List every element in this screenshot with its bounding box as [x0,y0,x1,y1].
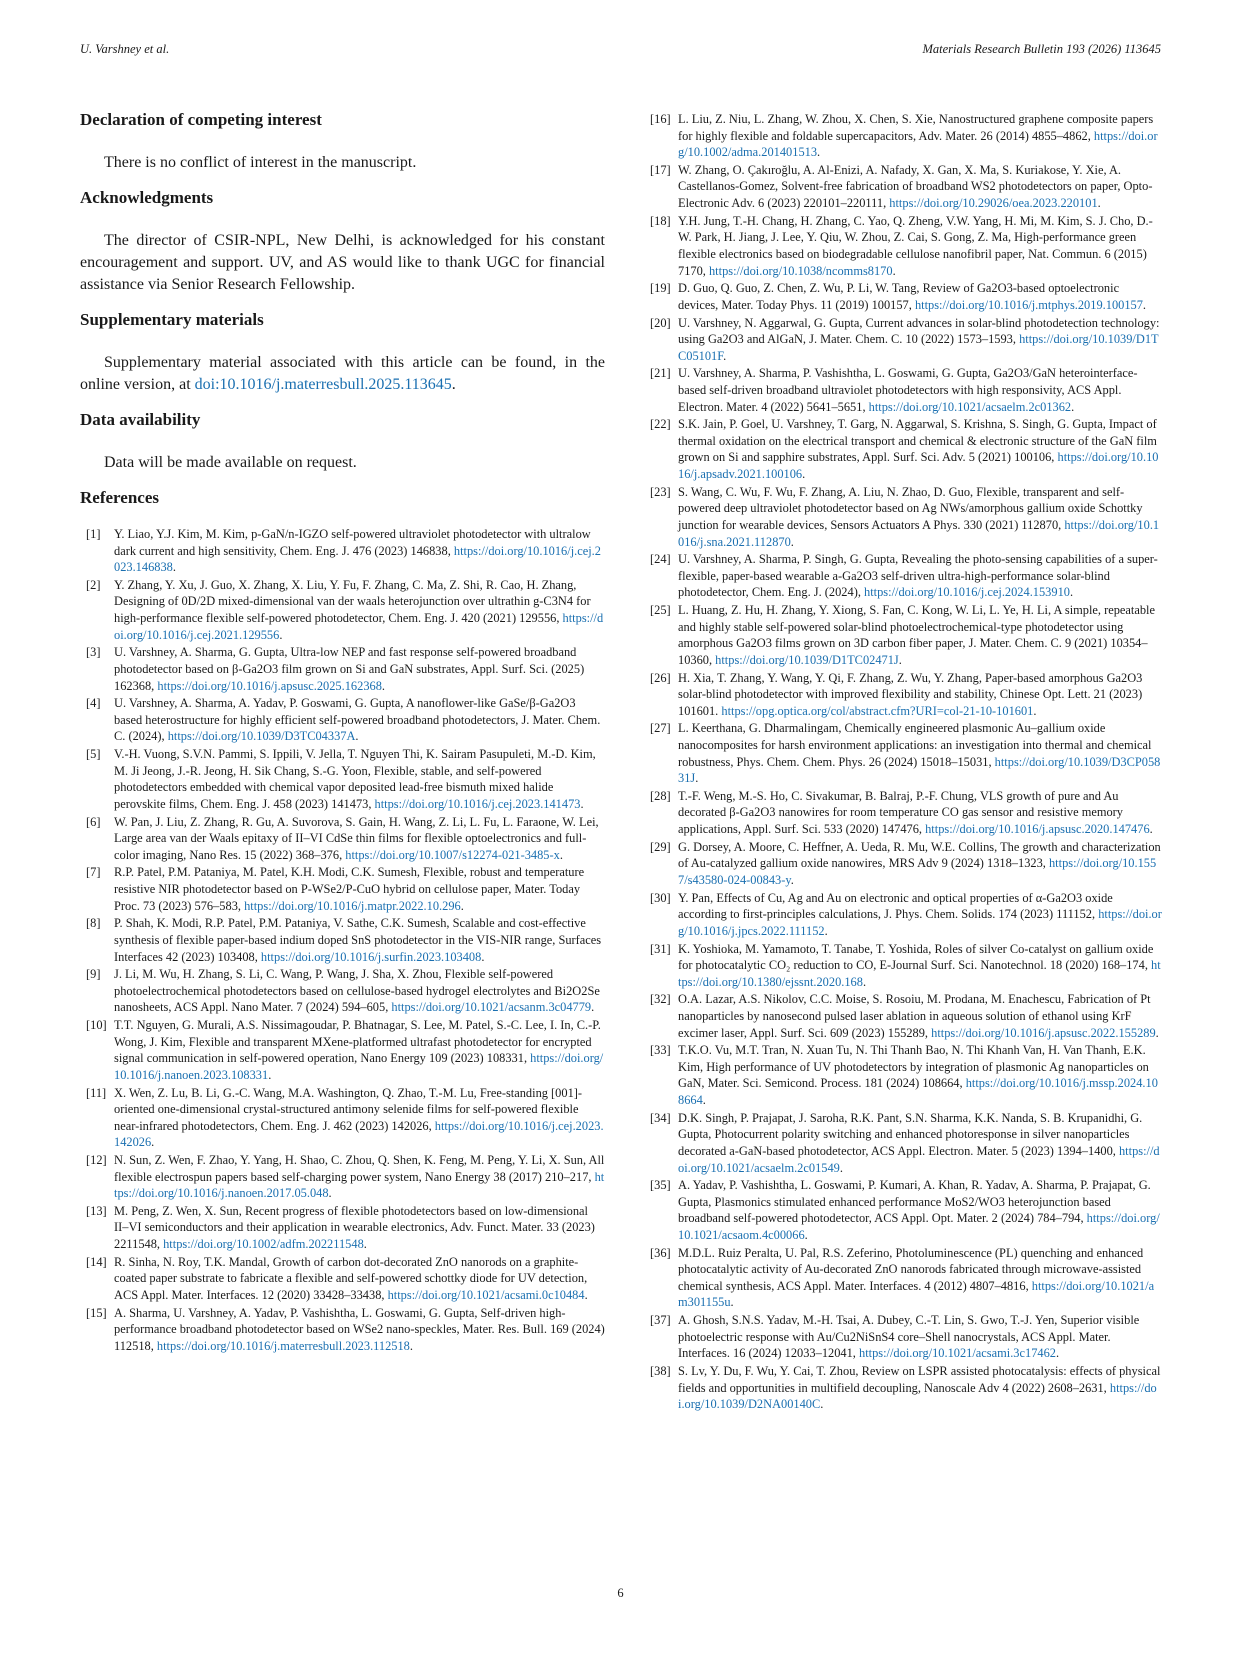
acknowledgments-section [80,188,605,296]
reference-tail: . [702,1093,706,1108]
reference-tail: . [723,348,727,363]
reference-doi-link[interactable]: https://doi.org/10.1380/ejssnt.2020.168 [678,958,1161,989]
reference-doi-link[interactable]: https://doi.org/10.1016/j.nanoen.2023.108331 [114,1051,604,1082]
reference-number: [19] [650,281,671,296]
competing-interest-section [80,110,605,174]
reference-number: [4] [86,696,101,711]
reference-doi-link[interactable]: https://doi.org/10.1016/j.nanoen.2017.05.048 [114,1169,605,1201]
acknowledgments-text: The director of CSIR-NPL, New Delhi, is acknowledged for his constant encouragement and support. UV, and AS would like to thank UGC for financial assistance via Senior Research Fellowship. [80,232,605,293]
reference-text: G. Dorsey, A. Moore, C. Heffner, A. Ueda, R. Mu, W.E. Collins, The growth and characterization of Au-catalyzed gallium oxide nanowires, MRS Adv 9 (2024) 1318–1323, [678,839,1161,871]
reference-tail: . [355,729,359,744]
reference-item [80,1017,605,1083]
reference-number: [15] [86,1305,107,1320]
reference-text: S. Lv, Y. Du, F. Wu, Y. Cai, T. Zhou, Review on LSPR assisted photocatalysis: effects of physical fields and opportunities in multifield decoupling, Nanoscale Adv 4 (2022) 2608–2631, [678,1364,1161,1395]
reference-text: U. Varshney, N. Aggarwal, G. Gupta, Current advances in solar-blind photodetection technology: using Ga2O3 and AlGaN, J. Mater. Chem. C. 10 (2022) 1573–1593, [678,315,1160,347]
reference-text: O.A. Lazar, A.S. Nikolov, C.C. Moise, S. Rosoiu, M. Prodana, M. Enachescu, Fabrication of Pt nanoparticles by nanosecond pulsed laser ablation in aqueous solution of ethanol using KrF excimer laser, Appl. Surf. Sci. 609 (2023) 155289, [678,992,1151,1040]
reference-doi-link[interactable]: https://doi.org/10.1557/s43580-024-00843-y [678,856,1157,887]
reference-doi-link[interactable]: https://doi.org/10.1038/ncomms8170 [708,263,893,278]
reference-tail: . [172,560,176,575]
reference-number: [2] [86,577,101,592]
supplementary-text [80,352,605,396]
reference-text: X. Wen, Z. Lu, B. Li, G.-C. Wang, M.A. Washington, Q. Zhao, T.-M. Lu, Free-standing [001]-oriented one-dimensional crystal-structured antimony selenide films for self-powered flexible near-infrared photodetectors, Chem. Eng. J. 462 (2023) 142026, [114,1085,583,1133]
reference-tail: . [790,534,794,549]
supplementary-text-body: Supplementary material associated with this article can be found, in the online version, at [80,354,605,393]
reference-doi-link[interactable]: https://doi.org/10.1016/j.mssp.2024.108664 [678,1076,1158,1108]
data-availability-section [80,410,605,474]
reference-number: [36] [650,1245,671,1260]
reference-text: Y. Liao, Y.J. Kim, M. Kim, p-GaN/n-IGZO self-powered ultraviolet photodetector with ultralow dark current and high sensitivity, Chem. Eng. J. 476 (2023) 146838, [114,527,591,558]
reference-number: [14] [86,1254,107,1269]
reference-number: [28] [650,788,671,803]
reference-doi-link[interactable]: https://doi.org/10.1039/D1TC02471J [715,652,899,667]
reference-number: [27] [650,721,671,736]
reference-tail: . [892,263,896,278]
reference-doi-link[interactable]: https://doi.org/10.1021/acsaelm.2c01549 [678,1143,1160,1175]
reference-number: [6] [86,814,101,829]
reference-item [80,644,605,694]
data-availability-text: Data will be made available on request. [104,454,357,471]
reference-text: K. Yoshioka, M. Yamamoto, T. Tanabe, T. Yoshida, Roles of silver Co-catalyst on gallium oxide for photocatalytic CO₂ reduction to CO, E-Journal Surf. Sci. Nanotechnol. 18 (2020) 168–174, [678,941,1154,973]
reference-text: A. Yadav, P. Vashishtha, L. Goswami, P. Kumari, A. Khan, R. Yadav, A. Sharma, P. Prajapat, G. Gupta, Plasmonics stimulated enhanced performance MoS2/WO3 heterojunction based broadband self-powered photodetector, ACS Appl. Opt. Mater. 2 (2024) 784–794, [678,1178,1151,1226]
reference-tail: . [279,627,283,642]
reference-tail: . [802,467,806,482]
reference-text: V.-H. Vuong, S.V.N. Pammi, S. Ippili, V. Jella, T. Nguyen Thi, K. Sairam Pasupuleti, M.-D. Kim, M. Ji Jeong, J.-R. Jeong, H. Sik Chang, S.-G. Yoon, Flexible, stable, and self-powered photodetectors embedded with chemical vapor deposited lead-free bismuth mixed halide perovskite films, Chem. Eng. J. 458 (2023) 141473, [114,747,596,811]
reference-text: L. Huang, Z. Hu, H. Zhang, Y. Xiong, S. Fan, C. Kong, W. Li, L. Ye, H. Li, A simple, repeatable and highly stable self-powered solar-blind photoelectrochemical-type photodetector using amorphous Ga2O3 films grown on 3D carbon fiber paper, J. Mater. Chem. C. 9 (2021) 10354–10360, [678,603,1156,667]
reference-item [80,1254,605,1304]
reference-text: U. Varshney, A. Sharma, A. Yadav, P. Goswami, G. Gupta, A nanoflower-like GaSe/β-Ga2O3 based heterostructure for highly efficient self-powered broadband photodetectors, J. Mater. Chem. C. (2024), [114,696,601,744]
reference-tail: . [862,974,867,989]
reference-number: [25] [650,603,671,618]
reference-tail: . [1055,1346,1060,1361]
reference-number: [7] [86,865,101,880]
reference-tail: . [1155,1025,1159,1040]
reference-tail: . [580,796,584,811]
reference-text: W. Zhang, O. Çakıroğlu, A. Al-Enizi, A. Nafady, X. Gan, X. Ma, S. Kuriakose, Y. Xie, A. Castellanos-Gomez, Solvent-free fabrication of broadband WS2 photodetectors on paper, Opto-Electronic Adv. 6 (2023) 220101–220111, [678,162,1153,211]
reference-tail: . [328,1186,332,1201]
reference-number: [32] [650,992,671,1007]
reference-doi-link[interactable]: https://doi.org/10.1016/j.cej.2023.141473 [374,796,581,811]
reference-number: [3] [86,645,101,660]
reference-tail: . [1142,297,1147,312]
running-header-journal: Materials Research Bulletin 193 (2026) 113645 [922,42,1161,56]
reference-text: P. Shah, K. Modi, R.P. Patel, P.M. Pataniya, V. Sathe, C.K. Sumesh, Scalable and cost-effective synthesis of flexible paper-based indium doped SnS photodetector in the VIS-NIR range, Surfaces Interfaces 42 (2023) 103408, [114,916,602,964]
reference-list-right [644,111,1162,1413]
reference-tail: . [481,949,485,964]
reference-item [644,890,1162,940]
reference-number: [23] [650,484,671,499]
reference-tail: . [790,872,794,887]
reference-doi-link[interactable]: https://doi.org/10.1016/j.apsusc.2025.162368 [157,678,382,693]
reference-number: [38] [650,1364,671,1378]
reference-number: [34] [650,1110,671,1125]
reference-text: M. Peng, Z. Wen, X. Sun, Recent progress of flexible photodetectors based on low-dimensional II–VI semiconductors and their application in wearable electronics, Adv. Funct. Mater. 33 (2023) 2211548, [114,1203,595,1252]
reference-doi-link[interactable]: https://doi.org/10.1021/acsaelm.2c01362 [868,399,1072,414]
reference-number: [22] [650,417,671,432]
reference-doi-link[interactable]: https://doi.org/10.1016/j.apsusc.2020.147476 [925,822,1150,837]
reference-doi-link[interactable]: https://doi.org/10.1016/j.sna.2021.112870 [678,517,1160,549]
reference-item [644,365,1162,415]
reference-item [644,1110,1162,1176]
reference-item [644,1245,1162,1311]
reference-doi-link[interactable]: https://doi.org/10.1016/j.cej.2023.142026 [114,1118,604,1150]
reference-text: Y.H. Jung, T.-H. Chang, H. Zhang, C. Yao, Q. Zheng, V.W. Yang, H. Mi, M. Kim, S. J. Cho, D.-W. Park, H. Jiang, J. Lee, Y. Qiu, W. Zhou, Z. Cai, S. Gong, Z. Ma, High-performance green flexible electronics based on biodegradable cellulose nanofibril paper, Nat. Commun. 6 (2015) 7170, [678,213,1153,278]
reference-doi-link[interactable]: https://doi.org/10.1021/acsami.0c10484 [387,1287,585,1302]
reference-number: [18] [650,213,671,228]
reference-item [644,213,1162,279]
reference-tail: . [1097,196,1101,211]
reference-item [644,991,1162,1041]
reference-item [644,315,1162,365]
reference-doi-link[interactable]: https://doi.org/10.29026/oea.2023.220101 [889,196,1098,211]
reference-item [80,966,605,1016]
reference-text: Y. Zhang, Y. Xu, J. Guo, X. Zhang, X. Liu, Y. Fu, F. Zhang, C. Ma, Z. Shi, R. Cao, H. Zhang, Designing of 0D/2D mixed-dimensional van der waals heterojunction over ultrathin g-C3N4 for high-performance flexible self-powered photodetector, Chem. Eng. J. 420 (2021) 129556, [114,577,591,626]
reference-text: W. Pan, J. Liu, Z. Zhang, R. Gu, A. Suvorova, S. Gain, H. Wang, Z. Li, L. Fu, L. Faraone, W. Lei, Large area van der Waals epitaxy of II–VI CdSe thin films for flexible optoelectronics and full-color imaging, Nano Res. 15 (2022) 368–376, [114,814,599,862]
reference-number: [16] [650,112,671,126]
reference-item [80,1085,605,1151]
reference-tail: . [1033,703,1037,718]
reference-item [644,416,1162,482]
reference-tail: . [591,1000,595,1015]
reference-tail: . [824,923,828,938]
reference-item [80,915,605,965]
reference-tail: . [460,898,464,913]
reference-doi-link[interactable]: https://doi.org/10.1016/j.cej.2024.153910 [864,585,1070,600]
reference-number: [17] [650,162,671,177]
references-heading: References [80,488,159,507]
reference-tail: . [381,678,386,693]
reference-number: [11] [86,1085,107,1100]
left-column [80,110,605,1356]
reference-item [80,1305,605,1355]
reference-tail: . [1149,822,1153,837]
reference-item [644,788,1162,838]
reference-doi-link[interactable]: https://doi.org/10.1016/j.materresbull.2023.112518 [156,1338,410,1353]
reference-tail: . [584,1287,588,1302]
reference-tail: . [151,1135,155,1150]
reference-number: [26] [650,670,671,685]
reference-doi-link[interactable]: https://doi.org/10.1016/j.cej.2023.146838 [114,543,601,575]
reference-doi-link[interactable]: https://doi.org/10.1021/am301155u [678,1278,1155,1310]
reference-list-left [80,526,605,1354]
reference-tail: . [1069,585,1074,600]
reference-number: [20] [650,315,671,330]
reference-doi-link[interactable]: https://doi.org/10.1039/D3CP05831J [678,754,1161,786]
reference-text: H. Xia, T. Zhang, Y. Wang, Y. Qi, F. Zhang, Z. Wu, Y. Zhang, Paper-based amorphous Ga2O3 solar-blind photodetector with improved flexibility and stability, Chinese Opt. Lett. 21 (2023) 101601. [678,670,1143,718]
reference-item [644,484,1162,550]
reference-tail: . [820,1397,824,1412]
reference-item [644,280,1162,313]
reference-text: A. Sharma, U. Varshney, A. Yadav, P. Vashishtha, L. Goswami, G. Gupta, Self-driven high-performance broadband photodetector based on WSe2 nano-speckles, Mater. Res. Bull. 169 (2024) 112518, [114,1305,605,1353]
reference-text: R.P. Patel, P.M. Pataniya, M. Patel, K.H. Modi, C.K. Sumesh, Flexible, robust and temperature resistive NIR photodetector based on P-WSe2/P-CuO hybrid on cellulose paper, Mater. Today Proc. 73 (2023) 576–583, [114,865,585,913]
reference-number: [33] [650,1043,671,1058]
reference-doi-link[interactable]: https://doi.org/10.1016/j.matpr.2022.10.296 [244,898,461,913]
reference-item [644,1042,1162,1108]
reference-number: [1] [86,527,101,541]
reference-item [80,864,605,914]
reference-text: L. Liu, Z. Niu, L. Zhang, W. Zhou, X. Chen, S. Xie, Nanostructured graphene composite papers for highly flexible and foldable supercapacitors, Adv. Mater. 26 (2014) 4855–4862, [678,112,1154,143]
data-availability-heading: Data availability [80,410,201,429]
reference-number: [5] [86,747,101,762]
reference-doi-link[interactable]: https://doi.org/10.1021/acsaom.4c00066 [678,1211,1160,1242]
reference-item [80,1203,605,1253]
reference-text: S.K. Jain, P. Goel, U. Varshney, T. Garg, N. Aggarwal, S. Krishna, S. Singh, G. Gupta, Impact of thermal oxidation on the electrical transport and chemical & electronic structure of the GaN film grown on Si and sapphire substrates, Appl. Surf. Sci. Adv. 5 (2021) 100106, [678,417,1157,465]
reference-doi-link[interactable]: https://doi.org/10.1039/D2NA00140C [678,1380,1157,1412]
reference-doi-link[interactable]: https://doi.org/10.1016/j.apsusc.2022.155289 [931,1025,1156,1040]
supplementary-text-end: . [451,376,456,393]
reference-text: S. Wang, C. Wu, F. Wu, F. Zhang, A. Liu, N. Zhao, D. Guo, Flexible, transparent and self-powered deep ultraviolet photodetector based on Ag NWs/amorphous gallium oxide Schottky junction for wearable devices, Sensors Actuators A Phys. 330 (2021) 112870, [678,484,1143,532]
reference-text: N. Sun, Z. Wen, F. Zhao, Y. Yang, H. Shao, C. Zhou, Q. Shen, K. Feng, M. Peng, Y. Li, X. Sun, All flexible electrospun papers based self-charging power system, Nano Energy 38 (2017) 210–217, [114,1153,605,1184]
reference-number: [12] [86,1153,107,1167]
reference-text: T.K.O. Vu, M.T. Tran, N. Xuan Tu, N. Thi Thanh Bao, N. Thi Khanh Van, H. Van Thanh, E.K. Kim, High performance of UV photodetectors by integration of plasmonic Ag nanoparticles on GaN, Mater. Sci. Semicond. Process. 181 (2024) 108664, [678,1043,1149,1091]
reference-item [644,1177,1162,1243]
reference-doi-link[interactable]: https://doi.org/10.1021/acsanm.3c04779 [391,1000,592,1015]
reference-text: Y. Pan, Effects of Cu, Ag and Au on electronic and optical properties of α-Ga2O3 oxide according to first-principles calculations, J. Phys. Chem. Solids. 174 (2023) 111152, [678,890,1113,922]
reference-text: T.T. Nguyen, G. Murali, A.S. Nissimagoudar, P. Bhatnagar, S. Lee, M. Patel, S.-C. Lee, I. In, C.-P. Wong, J. Kim, Flexible and transparent MXene-platformed ultrafast photodetector for encrypted signal communication in self-powered operation, Nano Energy 109 (2023) 108331, [114,1018,601,1066]
reference-doi-link[interactable]: https://doi.org/10.1002/adma.201401513 [678,128,1158,160]
reference-item [644,602,1162,668]
competing-interest-heading: Declaration of competing interest [80,110,322,129]
supplementary-section [80,310,605,396]
reference-tail: . [804,1227,808,1242]
reference-item [644,1363,1162,1413]
reference-item [80,1152,605,1202]
reference-doi-link[interactable]: https://doi.org/10.1016/j.surfin.2023.103408 [260,949,482,964]
supplementary-doi-link[interactable]: doi:10.1016/j.materresbull.2025.113645 [194,376,452,393]
running-header [80,42,1161,62]
reference-doi-link[interactable]: https://doi.org/10.1002/adfm.202211548 [163,1237,364,1252]
reference-text: L. Keerthana, G. Dharmalingam, Chemically engineered plasmonic Au–gallium oxide nanocomposites for harsh environment applications: an investigation into thermal and chemical robustness, Phys. Chem. Chem. Phys. 26 (2024) 15018–15031, [678,721,1152,769]
reference-doi-link[interactable]: https://doi.org/10.1016/j.jpcs.2022.111152 [678,907,1162,938]
reference-item [644,670,1162,720]
running-header-authors: U. Varshney et al. [80,42,170,56]
reference-tail: . [363,1237,367,1252]
reference-tail: . [898,652,902,667]
reference-doi-link[interactable]: https://doi.org/10.1039/D3TC04337A [167,729,356,744]
reference-item [644,162,1162,212]
reference-tail: . [695,771,699,786]
reference-doi-link[interactable]: https://doi.org/10.1007/s12274-021-3485-x [345,847,560,862]
reference-text: J. Li, M. Wu, H. Zhang, S. Li, C. Wang, P. Wang, J. Sha, X. Zhou, Flexible self-powered photoelectrochemical photodetectors based on cellulose-based hydrogel electrolytes and Bi2O2Se nanosheets, ACS Appl. Nano Mater. 7 (2024) 594–605, [114,967,600,1015]
reference-doi-link[interactable]: https://doi.org/10.1021/acsami.3c17462 [859,1346,1056,1361]
reference-number: [31] [650,941,671,956]
reference-item [80,746,605,812]
reference-doi-link[interactable]: https://doi.org/10.1016/j.apsadv.2021.100106 [678,450,1159,482]
reference-number: [21] [650,366,671,381]
reference-number: [35] [650,1178,671,1193]
reference-item [644,551,1162,601]
competing-interest-text: There is no conflict of interest in the manuscript. [104,154,417,171]
reference-doi-link[interactable]: https://doi.org/10.1039/D1TC05101F [678,332,1159,363]
reference-text: U. Varshney, A. Sharma, G. Gupta, Ultra-low NEP and fast response self-powered broadband photodetector based on β-Ga2O3 film grown on Si and GaN substrates, Appl. Surf. Sci. (2025) 162368, [114,645,585,693]
reference-number: [37] [650,1313,671,1328]
reference-item [80,526,605,576]
supplementary-heading: Supplementary materials [80,310,264,329]
reference-tail: . [1071,399,1075,414]
reference-tail: . [817,145,821,160]
right-column [644,111,1162,1414]
reference-text: D.K. Singh, P. Prajapat, J. Saroha, R.K. Pant, S.N. Sharma, K.K. Nanda, S. B. Krupanidhi, G. Gupta, Photocurrent polarity switching and enhanced photoresponse in silver nanoparticles decorated a-GaN-based photodetector, ACS Appl. Electron. Mater. 5 (2023) 1394–1400, [678,1110,1143,1158]
acknowledgments-heading: Acknowledgments [80,188,214,207]
reference-number: [30] [650,890,671,905]
reference-number: [10] [86,1018,107,1033]
reference-tail: . [559,847,563,862]
reference-doi-link[interactable]: https://doi.org/10.1016/j.cej.2021.129556 [114,611,604,642]
reference-tail: . [730,1295,734,1310]
reference-text: U. Varshney, A. Sharma, P. Singh, G. Gupta, Revealing the photo-sensing capabilities of a super-flexible, paper-based wearable a-Ga2O3 self-driven ultra-high-performance solar-blind photodetector, Chem. Eng. J. (2024), [678,552,1158,600]
reference-text: R. Sinha, N. Roy, T.K. Mandal, Growth of carbon dot-decorated ZnO nanorods on a graphite-coated paper substrate to fabricate a flexible and self-powered schottky diode for UV detection, ACS Appl. Mater. Interfaces. 12 (2020) 33428–33438, [114,1254,588,1302]
reference-tail: . [839,1160,843,1175]
reference-number: [8] [86,916,101,931]
reference-number: [29] [650,839,671,854]
reference-number: [9] [86,967,101,982]
reference-text: T.-F. Weng, M.-S. Ho, C. Sivakumar, B. Balraj, P.-F. Chung, VLS growth of pure and Au decorated β-Ga2O3 nanowires for room temperature CO gas sensor and resistive memory applications, Appl. Surf. Sci. 533 (2020) 147476, [678,788,1123,837]
reference-text: D. Guo, Q. Guo, Z. Chen, Z. Wu, P. Li, W. Tang, Review of Ga2O3-based optoelectronic devices, Mater. Today Phys. 11 (2019) 100157, [678,281,1120,312]
reference-number: [13] [86,1203,107,1218]
reference-tail: . [409,1338,413,1353]
reference-doi-link[interactable]: https://doi.org/10.1016/j.mtphys.2019.100157 [914,297,1143,312]
reference-item [644,839,1162,889]
reference-item [644,720,1162,786]
reference-item [80,577,605,643]
reference-item [644,111,1162,161]
page-number: 6 [617,1586,624,1600]
reference-number: [24] [650,552,671,567]
reference-text: M.D.L. Ruiz Peralta, U. Pal, R.S. Zeferino, Photoluminescence (PL) quenching and enhanced photocatalytic activity of Au-decorated ZnO nanorods fabricated through microwave-assisted chemical synthesis, ACS Appl. Mater. Interfaces. 4 (2012) 4807–4816, [678,1245,1144,1293]
reference-text: A. Ghosh, S.N.S. Yadav, M.-H. Tsai, A. Dubey, C.-T. Lin, S. Gwo, T.-J. Yen, Superior visible photoelectric response with Au/Cu2NiSnS4 core–Shell nanocrystals, ACS Appl. Mater. Interfaces. 16 (2024) 12033–12041, [678,1313,1140,1361]
reference-item [644,1312,1162,1362]
reference-item [80,814,605,864]
reference-item [644,941,1162,991]
reference-text: U. Varshney, A. Sharma, P. Vashishtha, L. Goswami, G. Gupta, Ga2O3/GaN heterointerface-based self-driven broadband ultraviolet photodetectors with high responsivity, ACS Appl. Electron. Mater. 4 (2022) 5641–5651, [678,366,1138,414]
reference-doi-link[interactable]: https://opg.optica.org/col/abstract.cfm?URI=col-21-10-101601 [721,703,1034,718]
reference-tail: . [268,1067,272,1082]
reference-item [80,695,605,745]
